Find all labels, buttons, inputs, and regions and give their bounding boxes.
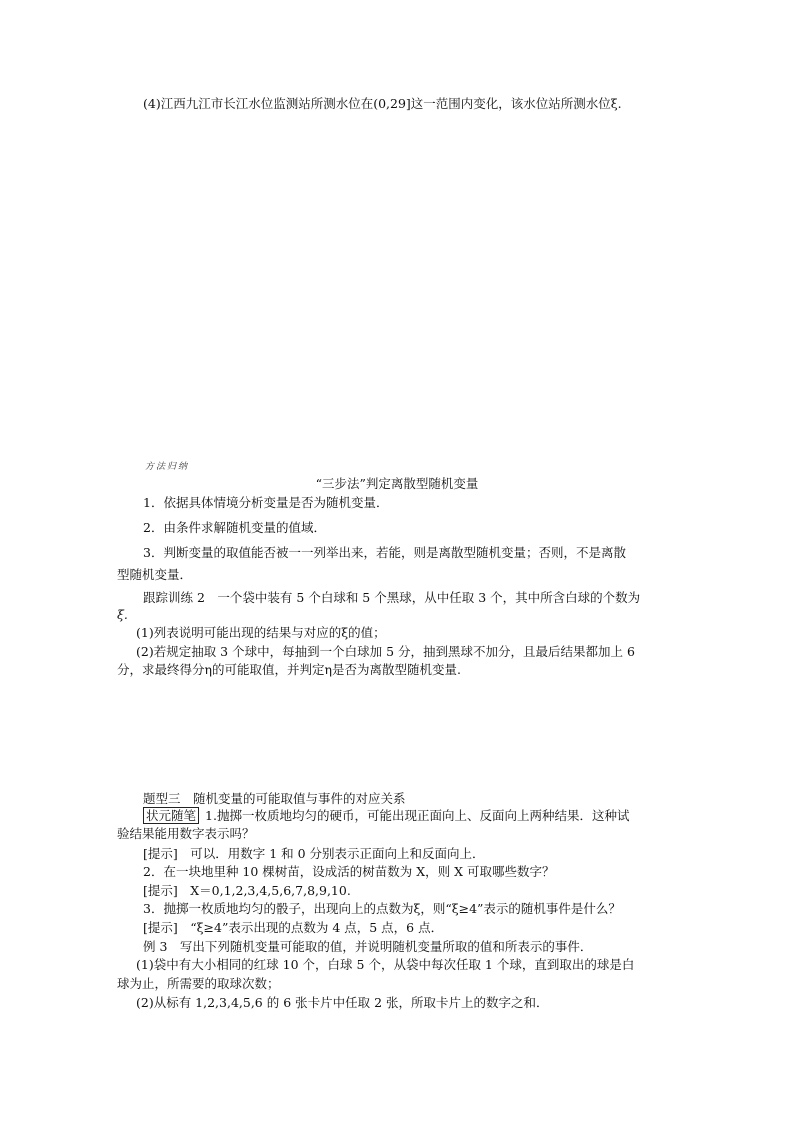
method-title: “三步法”判定离散型随机变量 bbox=[315, 476, 479, 491]
training-line-2: ξ. bbox=[117, 607, 128, 622]
example-3-q2: (2)从标有 1,2,3,4,5,6 的 6 张卡片中任取 2 张，所取卡片上的数字之和． bbox=[136, 995, 549, 1010]
type3-p2: 2．在一块地里种 10 棵树苗，设成活的树苗数为 X，则 X 可取哪些数字？ bbox=[143, 864, 555, 879]
training-q2a: (2)若规定抽取 3 个球中，每抽到一个白球加 5 分，抽到黑球不加分，且最后结果都加上 6 bbox=[136, 644, 635, 659]
type3-p1b: 验结果能用数字表示吗？ bbox=[117, 826, 255, 841]
type3-p1a-text: 1.抛掷一枚质地均匀的硬币，可能出现正面向上、反面向上两种结果．这种试 bbox=[205, 808, 630, 823]
problem-4-line: (4)江西九江市长江水位监测站所测水位在(0,29]这一范围内变化，该水位站所测水位ξ. bbox=[143, 96, 622, 111]
type3-heading: 题型三 随机变量的可能取值与事件的对应关系 bbox=[143, 791, 406, 806]
example-3-q1a: (1)袋中有大小相同的红球 10 个，白球 5 个，从袋中每次任取 1 个球，直到取出的球是白 bbox=[136, 957, 635, 972]
hint-1: [提示] 可以．用数字 1 和 0 分别表示正面向上和反面向上． bbox=[143, 846, 485, 861]
method-step-3: 3．判断变量的取值能否被一一列举出来，若能，则是离散型随机变量；否则，不是离散 bbox=[143, 545, 626, 560]
type3-p1a bbox=[143, 808, 629, 824]
training-q1: (1)列表说明可能出现的结果与对应的ξ的值； bbox=[136, 625, 386, 640]
hint-3: [提示] “ξ≥4”表示出现的点数为 4 点，5 点，6 点． bbox=[143, 920, 444, 935]
training-line-1: 跟踪训练 2 一个袋中装有 5 个白球和 5 个黑球，从中任取 3 个，其中所含白球的个数为 bbox=[143, 590, 641, 605]
training-q2b: 分，求最终得分η的可能取值，并判定η是否为离散型随机变量. bbox=[117, 662, 461, 677]
type3-p3: 3．抛掷一枚质地均匀的骰子，出现向上的点数为ξ，则“ξ≥4”表示的随机事件是什么？ bbox=[143, 901, 621, 916]
method-step-3-cont: 型随机变量． bbox=[117, 567, 193, 582]
hint-2: [提示] X＝0,1,2,3,4,5,6,7,8,9,10. bbox=[143, 883, 351, 898]
zhuangyuan-box: 状元随笔 bbox=[143, 807, 199, 824]
method-summary-label: 方法归纳 bbox=[145, 462, 190, 472]
example-3-q1b: 球为止，所需要的取球次数； bbox=[117, 976, 280, 991]
method-step-2: 2．由条件求解随机变量的值域． bbox=[143, 520, 326, 535]
example-3: 例 3 写出下列随机变量可能取的值，并说明随机变量所取的值和所表示的事件． bbox=[143, 939, 593, 954]
method-step-1: 1．依据具体情境分析变量是否为随机变量． bbox=[143, 495, 389, 510]
